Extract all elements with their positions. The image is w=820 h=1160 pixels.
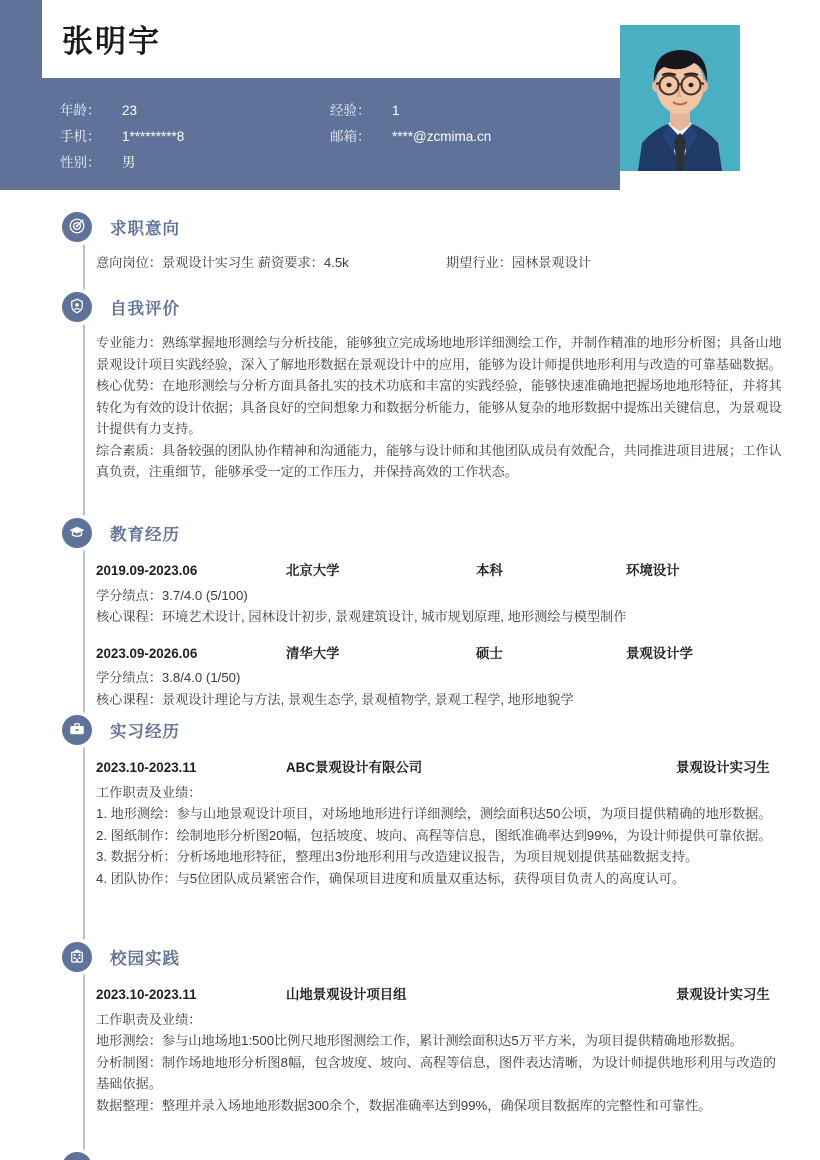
- education-gpa: 学分绩点：3.7/4.0 (5/100): [96, 587, 248, 603]
- internship-company: ABC景观设计有限公司: [286, 760, 423, 775]
- section-title: 校园实践: [110, 950, 180, 968]
- job-intent-line: [96, 252, 782, 274]
- education-school: 清华大学: [286, 645, 340, 661]
- campus-duty: 分析制图：制作场地地形分析图8幅，包含坡度、坡向、高程等信息，图件表达清晰，为设计师提供地形利用与改造的基础依据。: [96, 1054, 776, 1091]
- campus-duty-label: 工作职责及业绩：: [96, 1011, 202, 1027]
- target-icon: [62, 212, 92, 242]
- candidate-photo: [620, 25, 740, 171]
- info-label-age: 年龄：: [60, 103, 101, 118]
- info-row: [60, 150, 600, 176]
- info-gender: [60, 150, 330, 176]
- info-label-gender: 性别：: [60, 155, 101, 170]
- section-header: [62, 518, 782, 552]
- section-content: [96, 749, 782, 889]
- info-email: [330, 124, 600, 150]
- section-title: 自我评价: [110, 300, 180, 318]
- spacer: [112, 124, 122, 150]
- self-eval-paragraph: 综合素质：具备较强的团队协作精神和沟通能力，能够与设计师和其他团队成员有效配合，共同推进项目进展；工作认真负责，注重细节，能够承受一定的工作压力，并保持高效的工作状态。: [96, 442, 782, 479]
- spacer: [382, 98, 392, 124]
- section-self-evaluation: [62, 292, 782, 483]
- spacer: [112, 150, 122, 176]
- campus-date: 2023.10-2023.11: [96, 987, 197, 1002]
- internship-role: 景观设计实习生: [676, 760, 770, 775]
- info-row: [60, 124, 600, 150]
- education-headline: [96, 643, 782, 665]
- section-content: [96, 552, 782, 710]
- education-item: [96, 560, 782, 628]
- education-major: 环境设计: [626, 563, 680, 578]
- campus-building-icon: [62, 942, 92, 972]
- internship-duty: 1. 地形测绘：参与山地景观设计项目，对场地地形进行详细测绘，测绘面积达50公顷，为项目提供精确的地形数据。: [96, 806, 772, 821]
- section-education: [62, 518, 782, 710]
- header-left-accent-bar: [0, 0, 42, 190]
- education-gpa: 学分绩点：3.8/4.0 (1/50): [96, 670, 241, 685]
- next-section-icon-partial: [62, 1152, 92, 1160]
- education-date: 2023.09-2026.06: [96, 645, 198, 661]
- education-date: 2019.09-2023.06: [96, 563, 198, 578]
- body-left-margin: [0, 190, 42, 1160]
- internship-headline: [96, 757, 782, 779]
- section-title: 实习经历: [110, 723, 180, 741]
- section-job-intent: [62, 212, 782, 274]
- info-label-experience: 经验：: [330, 103, 371, 118]
- education-headline: [96, 560, 782, 582]
- info-row: [60, 98, 600, 124]
- info-value-age: 23: [122, 103, 138, 118]
- section-content: [96, 246, 782, 274]
- section-campus-practice: [62, 942, 782, 1116]
- education-item: [96, 643, 782, 711]
- internship-duty: 3. 数据分析：分析场地地形特征，整理出3份地形利用与改造建议报告，为项目规划提供基础数据支持。: [96, 849, 699, 864]
- education-courses: 核心课程：景观设计理论与方法, 景观生态学, 景观植物学, 景观工程学, 地形地貌学: [96, 691, 574, 707]
- info-value-experience: 1: [392, 103, 400, 118]
- self-eval-paragraph: 专业能力：熟练掌握地形测绘与分析技能，能够独立完成场地地形详细测绘工作，并制作精准的地形分析图；具备山地景观设计项目实践经验，深入了解地形数据在景观设计中的应用，能够为设计师提供地形利用与改造的可靠基础数据。: [96, 335, 782, 372]
- campus-organization: 山地景观设计项目组: [286, 987, 407, 1002]
- section-internship: [62, 715, 782, 889]
- campus-duty: 地形测绘：参与山地场地1:500比例尺地形图测绘工作，累计测绘面积达5万平方米，为项目提供精确地形数据。: [96, 1033, 743, 1048]
- campus-headline: [96, 984, 782, 1006]
- education-major: 景观设计学: [626, 645, 693, 661]
- education-courses: 核心课程：环境艺术设计, 园林设计初步, 景观建筑设计, 城市规划原理, 地形测绘与模型制作: [96, 609, 627, 624]
- graduation-cap-icon: [62, 518, 92, 548]
- campus-duty: 数据整理：整理并录入场地地形数据300余个，数据准确率达到99%，确保项目数据库的完整性和可靠性。: [96, 1097, 712, 1113]
- info-experience: [330, 98, 600, 124]
- internship-duty-label: 工作职责及业绩：: [96, 784, 202, 800]
- education-degree: 硕士: [476, 645, 503, 661]
- campus-role: 景观设计实习生: [676, 987, 770, 1002]
- info-label-email: 邮箱：: [330, 129, 371, 144]
- internship-duty: 4. 团队协作：与5位团队成员紧密合作，确保项目进度和质量双重达标，获得项目负责人的高度认可。: [96, 870, 686, 886]
- info-value-email: ****@zcmima.cn: [392, 129, 492, 144]
- section-header: [62, 942, 782, 976]
- section-header: [62, 715, 782, 749]
- campus-practice-item: [96, 984, 782, 1116]
- self-eval-paragraph: 核心优势：在地形测绘与分析方面具备扎实的技术功底和丰富的实践经验，能够快速准确地把握场地地形特征，并将其转化为有效的设计依据；具备良好的空间想象力和数据分析能力，能够从复杂的地形数据中提炼出关键信息，为景观设计提供有力支持。: [96, 378, 782, 436]
- section-content: [96, 326, 782, 483]
- internship-date: 2023.10-2023.11: [96, 760, 197, 775]
- section-title: 教育经历: [110, 526, 180, 544]
- info-label-phone: 手机：: [60, 129, 101, 144]
- education-school: 北京大学: [286, 563, 340, 578]
- spacer: [96, 628, 782, 641]
- briefcase-icon: [62, 715, 92, 745]
- intent-position: 意向岗位：景观设计实习生 薪资要求：4.5k: [96, 255, 349, 270]
- internship-duty: 2. 图纸制作：绘制地形分析图20幅，包括坡度、坡向、高程等信息，图纸准确率达到99%，为设计师提供可靠依据。: [96, 827, 772, 843]
- section-title: 求职意向: [110, 220, 180, 238]
- candidate-name: 张明宇: [62, 24, 161, 59]
- education-degree: 本科: [476, 563, 503, 578]
- info-age: [60, 98, 330, 124]
- info-value-phone: 1*********8: [122, 129, 185, 144]
- section-header: [62, 212, 782, 246]
- badge-person-icon: [62, 292, 92, 322]
- intent-industry: 期望行业：园林景观设计: [446, 255, 592, 270]
- candidate-info-grid: [60, 98, 600, 176]
- spacer: [382, 124, 392, 150]
- info-value-gender: 男: [122, 155, 136, 170]
- resume-body: [0, 190, 820, 1160]
- section-header: [62, 292, 782, 326]
- internship-item: [96, 757, 782, 889]
- spacer: [112, 98, 122, 124]
- section-content: [96, 976, 782, 1116]
- info-phone: [60, 124, 330, 150]
- resume-header: [0, 0, 820, 190]
